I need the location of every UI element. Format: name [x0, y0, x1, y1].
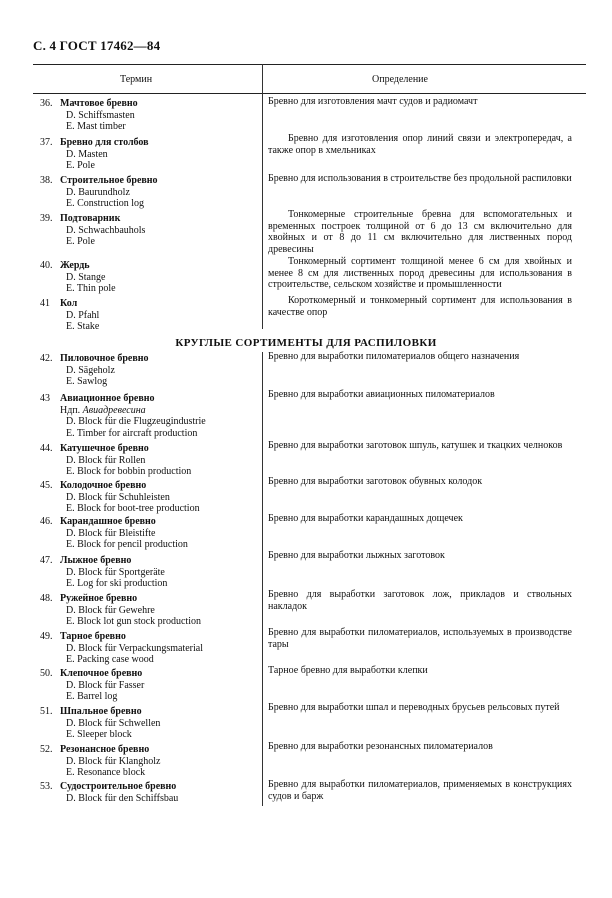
term-definition: Бревно для выработки пиломатериалов общего назначения: [268, 351, 520, 362]
term-german: D. Pfahl: [66, 309, 100, 321]
term-name: Кол: [60, 298, 78, 309]
term-definition: Бревно для выработки заготовок лож, прикладов и ствольных накладок: [268, 589, 572, 612]
term-number: 52.: [40, 744, 53, 755]
page-header: С. 4 ГОСТ 17462—84: [33, 38, 161, 53]
term-english: E. Block lot gun stock production: [66, 616, 201, 628]
nonrecommended-term: Авиадревесина: [82, 404, 146, 416]
term-name: Жердь: [60, 260, 90, 271]
term-german: D. Block für Rollen: [66, 454, 146, 466]
term-name: Подтоварник: [60, 213, 121, 224]
term-german: D. Block für Sportgeräte: [66, 566, 165, 578]
term-name: Катушечное бревно: [60, 443, 149, 454]
term-number: 46.: [40, 516, 53, 527]
term-english: E. Resonance block: [66, 767, 146, 779]
term-german: D. Block für Fasser: [66, 679, 145, 691]
term-german: D. Block für Bleistifte: [66, 527, 156, 539]
term-name: Клепочное бревно: [60, 668, 143, 679]
term-german: D. Masten: [66, 148, 108, 160]
column-divider-upper: [262, 93, 263, 329]
term-german: D. Schwachbauhols: [66, 224, 146, 236]
term-definition: Бревно для выработки лыжных заготовок: [268, 550, 445, 561]
term-name: Колодочное бревно: [60, 480, 147, 491]
term-number: 53.: [40, 781, 53, 792]
term-number: 40.: [40, 260, 53, 271]
term-german: D. Block für Verpackungsmaterial: [66, 642, 203, 654]
table-header-rule: [33, 93, 586, 94]
term-name: Тарное бревно: [60, 631, 126, 642]
term-definition: Тонкомерный сортимент толщиной менее 6 см для хвойных и менее 8 см для лиственных пород древесины для использования в строительстве, сельском хозяйстве и промышленности: [268, 256, 572, 291]
term-nonrecommended: [60, 405, 146, 417]
nonrecommended-label: Ндп.: [60, 404, 83, 416]
term-definition: Бревно для выработки шпал и переводных брусьев рельсовых путей: [268, 702, 560, 713]
term-number: 37.: [40, 137, 53, 148]
term-definition: Бревно для выработки пиломатериалов, используемых в производстве тары: [268, 627, 572, 650]
term-definition: Тарное бревно для выработки клепки: [268, 665, 428, 676]
term-definition: Бревно для изготовления мачт судов и радиомачт: [268, 96, 478, 107]
term-number: 42.: [40, 353, 53, 364]
term-english: E. Mast timber: [66, 121, 126, 133]
term-name: Строительное бревно: [60, 175, 158, 186]
term-german: D. Baurundholz: [66, 186, 130, 198]
term-name: Судостроительное бревно: [60, 781, 177, 792]
column-header-term: Термин: [120, 74, 153, 85]
term-english: E. Timber for aircraft production: [66, 428, 198, 440]
term-name: Мачтовое бревно: [60, 98, 138, 109]
term-name: Карандашное бревно: [60, 516, 156, 527]
term-german: D. Block für Schuhleisten: [66, 491, 170, 503]
term-english: E. Sawlog: [66, 376, 108, 388]
term-number: 39.: [40, 213, 53, 224]
column-divider-header: [262, 64, 263, 93]
term-number: 43: [40, 393, 50, 404]
table-top-rule: [33, 64, 586, 65]
term-german: D. Sägeholz: [66, 364, 115, 376]
term-english: E. Block for bobbin production: [66, 466, 192, 478]
term-english: E. Block for boot-tree production: [66, 503, 200, 515]
term-name: Бревно для столбов: [60, 137, 149, 148]
term-english: E. Barrel log: [66, 691, 118, 703]
column-header-definition: Определение: [372, 74, 428, 85]
term-english: E. Packing case wood: [66, 654, 154, 666]
term-english: E. Thin pole: [66, 283, 116, 295]
term-number: 45.: [40, 480, 53, 491]
term-english: E. Pole: [66, 160, 95, 172]
term-number: 38.: [40, 175, 53, 186]
term-number: 51.: [40, 706, 53, 717]
section-title: КРУГЛЫЕ СОРТИМЕНТЫ ДЛЯ РАСПИЛОВКИ: [175, 337, 437, 349]
term-name: Резонансное бревно: [60, 744, 150, 755]
term-definition: Бревно для выработки резонансных пиломатериалов: [268, 741, 493, 752]
term-german: D. Block für den Schiffsbau: [66, 792, 179, 804]
term-name: Лыжное бревно: [60, 555, 132, 566]
term-german: D. Schiffsmasten: [66, 109, 135, 121]
term-definition: Бревно для выработки заготовок шпуль, катушек и ткацких челноков: [268, 440, 563, 451]
term-german: D. Block für Schwellen: [66, 717, 161, 729]
term-german: D. Stange: [66, 271, 106, 283]
term-number: 44.: [40, 443, 53, 454]
term-english: E. Pole: [66, 236, 95, 248]
term-name: Авиационное бревно: [60, 393, 155, 404]
term-definition: Бревно для выработки карандашных дощечек: [268, 513, 463, 524]
term-english: E. Sleeper block: [66, 729, 132, 741]
term-number: 49.: [40, 631, 53, 642]
term-english: E. Log for ski production: [66, 578, 168, 590]
term-german: D. Block für die Flugzeugindustrie: [66, 416, 206, 428]
term-name: Ружейное бревно: [60, 593, 138, 604]
term-definition: Бревно для изготовления опор линий связи и электропередач, а также опор в хмельниках: [268, 133, 572, 156]
term-definition: Бревно для выработки авиационных пиломатериалов: [268, 389, 495, 400]
term-definition: Короткомерный и тонкомерный сортимент для использования в качестве опор: [268, 295, 572, 318]
term-definition: Бревно для выработки пиломатериалов, применяемых в конструкциях судов и барж: [268, 779, 572, 802]
term-name: Пиловочное бревно: [60, 353, 149, 364]
term-definition: Бревно для выработки заготовок обувных колодок: [268, 476, 483, 487]
term-english: E. Construction log: [66, 198, 145, 210]
term-definition: Бревно для использования в строительстве без продольной распиловки: [268, 173, 572, 184]
term-number: 36.: [40, 98, 53, 109]
term-number: 50.: [40, 668, 53, 679]
term-english: E. Stake: [66, 321, 100, 333]
term-number: 48.: [40, 593, 53, 604]
term-name: Шпальное бревно: [60, 706, 142, 717]
column-divider-lower: [262, 352, 263, 806]
term-german: D. Block für Klangholz: [66, 755, 161, 767]
term-number: 41: [40, 298, 50, 309]
term-german: D. Block für Gewehre: [66, 604, 155, 616]
term-number: 47.: [40, 555, 53, 566]
term-english: E. Block for pencil production: [66, 539, 188, 551]
term-definition: Тонкомерные строительные бревна для вспомогательных и временных построек толщиной от 6 до 13 см включительно для хвойных и от 8 до 11 см включительно для лиственных пород древесины: [268, 209, 572, 256]
